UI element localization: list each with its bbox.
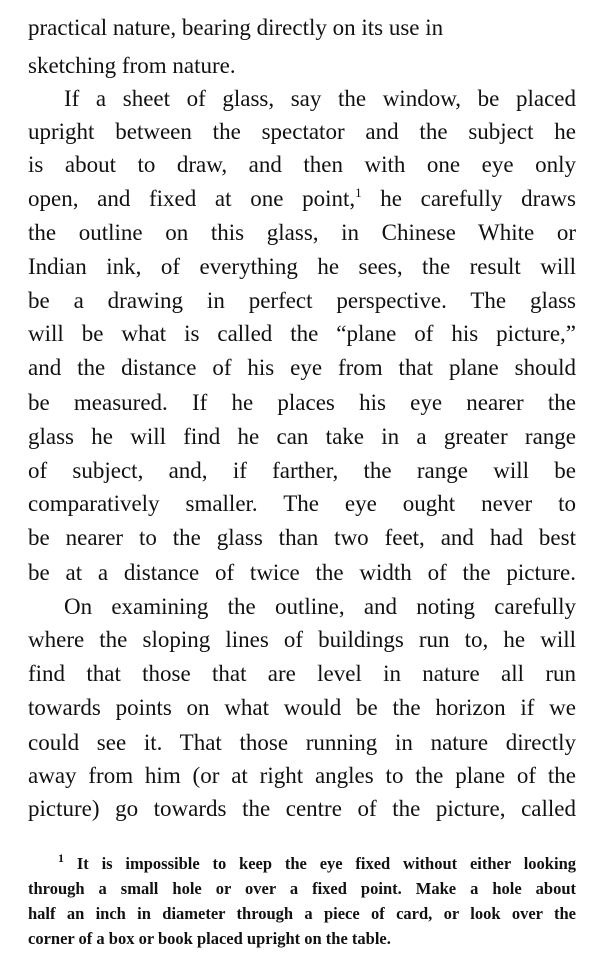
footnote-line: corner of a box or book placed upright on the table.: [28, 929, 391, 948]
body-text-line: Indian ink, of everything he sees, the result will: [28, 254, 576, 279]
body-text-line: sketching from nature.: [28, 53, 236, 78]
body-text-line: will be what is called the “plane of his picture,”: [28, 321, 576, 346]
body-text-line: upright between the spectator and the subject he: [28, 119, 576, 144]
body-text-line: find that those that are level in nature all run: [28, 661, 576, 686]
body-text-line: On examining the outline, and noting carefully: [64, 594, 576, 619]
body-text-fragment: he carefully draws: [361, 186, 576, 211]
body-text-fragment: open, and fixed at one point,: [28, 186, 356, 211]
body-text-line: comparatively smaller. The eye ought never to: [28, 491, 576, 516]
body-text-line: be a drawing in perfect perspective. The glass: [28, 288, 576, 313]
footnote-line: [58, 851, 576, 877]
body-text-line: of subject, and, if farther, the range will be: [28, 458, 576, 483]
body-text-line: where the sloping lines of buildings run to, he will: [28, 627, 576, 652]
body-text-line: could see it. That those running in nature directly: [28, 730, 576, 755]
body-text-line: is about to draw, and then with one eye only: [28, 152, 576, 177]
footnote-line: half an inch in diameter through a piece of card, or look over the: [28, 904, 576, 923]
body-text-line: be measured. If he places his eye nearer the: [28, 390, 576, 415]
footnote-line: through a small hole or over a fixed point. Make a hole about: [28, 879, 576, 898]
footnote-marker: 1: [58, 851, 64, 865]
footnote-text: It is impossible to keep the eye fixed without either looking: [76, 854, 576, 873]
body-text-line: be at a distance of twice the width of the picture.: [28, 560, 576, 585]
body-text-line: the outline on this glass, in Chinese White or: [28, 220, 576, 245]
body-text-line: If a sheet of glass, say the window, be placed: [64, 86, 576, 111]
body-text-line-with-footnote-ref: [28, 182, 576, 216]
body-text-line: glass he will find he can take in a greater range: [28, 424, 576, 449]
body-text-line: towards points on what would be the horizon if we: [28, 695, 576, 720]
body-text-line: be nearer to the glass than two feet, and had best: [28, 525, 576, 550]
body-text-line: away from him (or at right angles to the plane of the: [28, 763, 576, 788]
body-text-line: practical nature, bearing directly on its use in: [28, 15, 444, 40]
body-text-line: and the distance of his eye from that plane should: [28, 355, 576, 380]
footnote-reference-marker: 1: [355, 185, 362, 200]
body-text-line: picture) go towards the centre of the picture, called: [28, 796, 576, 821]
